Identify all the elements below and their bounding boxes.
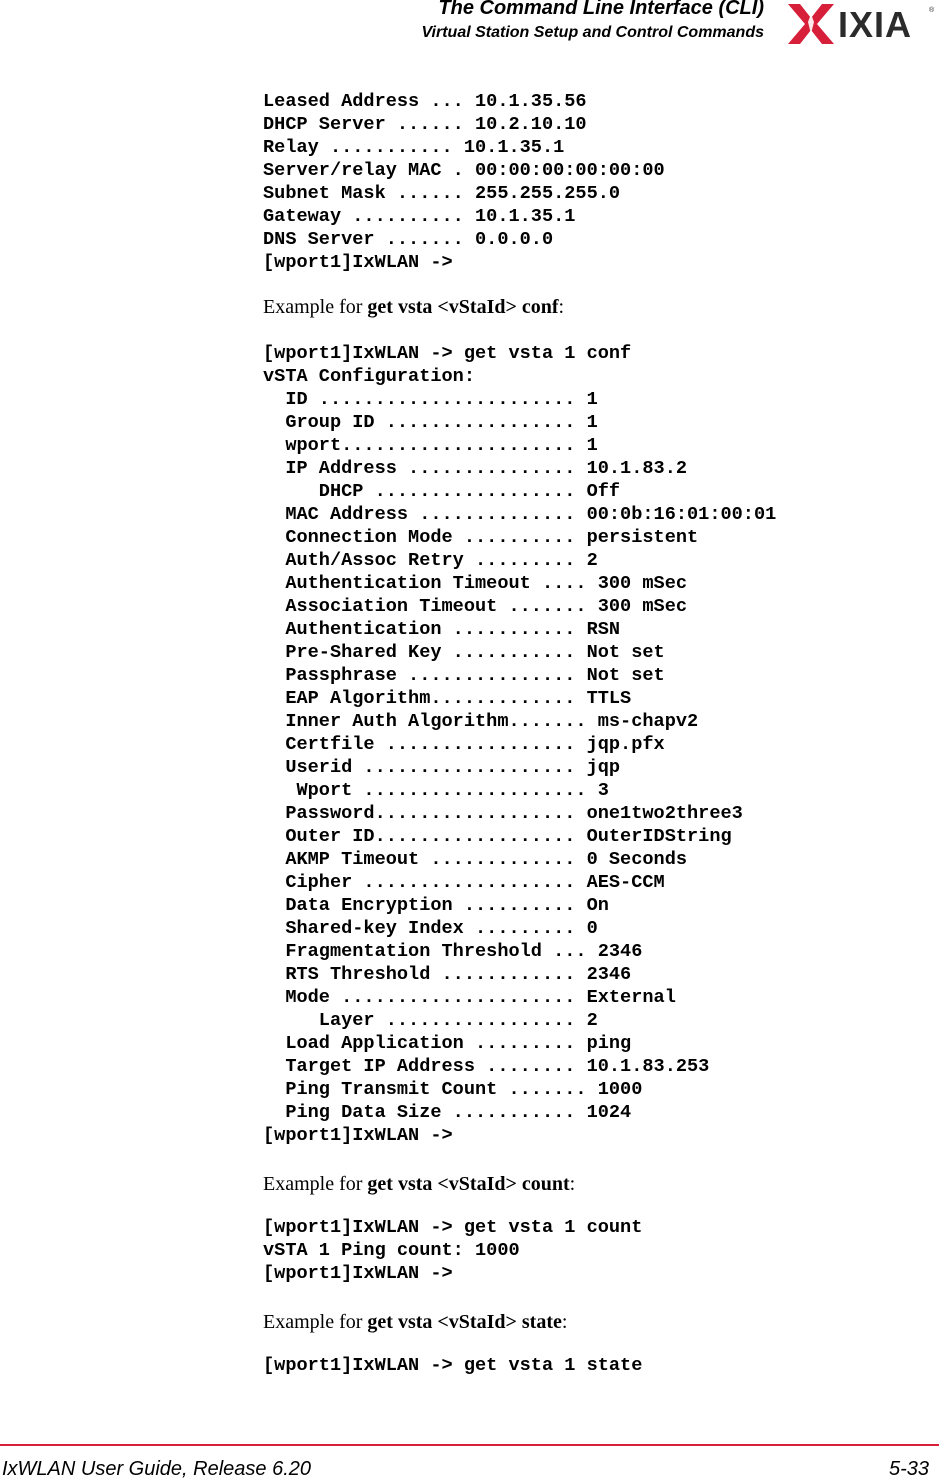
caption-suffix: : (561, 1311, 568, 1333)
caption-command: get vsta <vStaId> count (367, 1173, 570, 1195)
code-block-state-output: [wport1]IxWLAN -> get vsta 1 state (263, 1355, 643, 1376)
code-block-count-output: [wport1]IxWLAN -> get vsta 1 count vSTA 1 Ping count: 1000 [wport1]IxWLAN -> (263, 1217, 643, 1284)
example-caption-state (263, 1310, 923, 1334)
footer-page-number: 5-33 (888, 1458, 929, 1480)
ixia-logo (786, 0, 936, 48)
logo-wordmark: IXIA (838, 4, 913, 45)
page-content (263, 90, 923, 1377)
code-block-dhcp-output: Leased Address ... 10.1.35.56 DHCP Server ...... 10.2.10.10 Relay ........... 10.1.35.1 Server/relay MAC . 00:00:00:00:00:00 Subnet Mask ...... 255.255.255.0 Gateway .......... 10.1.35.1 DNS Server ....... 0.0.0.0 [wport1]IxWLAN -> (263, 91, 665, 273)
caption-suffix: : (558, 296, 565, 318)
header-title: The Command Line Interface (CLI) (438, 0, 764, 19)
footer-guide-title: IxWLAN User Guide, Release 6.20 (2, 1458, 312, 1480)
header-subtitle: Virtual Station Setup and Control Commands (421, 24, 764, 41)
example-caption-conf (263, 295, 923, 319)
caption-suffix: : (569, 1173, 576, 1195)
code-block-conf-output: [wport1]IxWLAN -> get vsta 1 conf vSTA Configuration: ID ....................... 1 Group ID ................. 1 wport..................... 1 IP Address ............... 10.1.83.2 DHCP .................. Off MAC Address .............. 00:0b:16:01:00:01 Connection Mode .......... persistent Auth/Assoc Retry ......... 2 Authentication Timeout .... 300 mSec Association Timeout ....... 300 mSec Authentication ........... RSN Pre-Shared Key ........... Not set Passphrase ............... Not set EAP Algorithm............. TTLS Inner Auth Algorithm....... ms-chapv2 Certfile ................. jqp.pfx Userid ................... jqp Wport .................... 3 Password.................. one1two2three3 Outer ID.................. OuterIDString AKMP Timeout ............. 0 Seconds Cipher ................... AES-CCM Data Encryption .......... On Shared-key Index ......... 0 Fragmentation Threshold ... 2346 RTS Threshold ............ 2346 Mode ..................... External Layer ................. 2 Load Application ......... ping Target IP Address ........ 10.1.83.253 Ping Transmit Count ....... 1000 Ping Data Size ........... 1024 [wport1]IxWLAN -> (263, 343, 777, 1146)
caption-prefix: Example for (263, 296, 368, 318)
caption-prefix: Example for (263, 1311, 368, 1333)
example-caption-count (263, 1172, 923, 1196)
caption-command: get vsta <vStaId> conf (367, 296, 559, 318)
svg-text:®: ® (929, 7, 935, 14)
footer-divider (0, 1444, 939, 1446)
caption-prefix: Example for (263, 1173, 368, 1195)
caption-command: get vsta <vStaId> state (367, 1311, 562, 1333)
